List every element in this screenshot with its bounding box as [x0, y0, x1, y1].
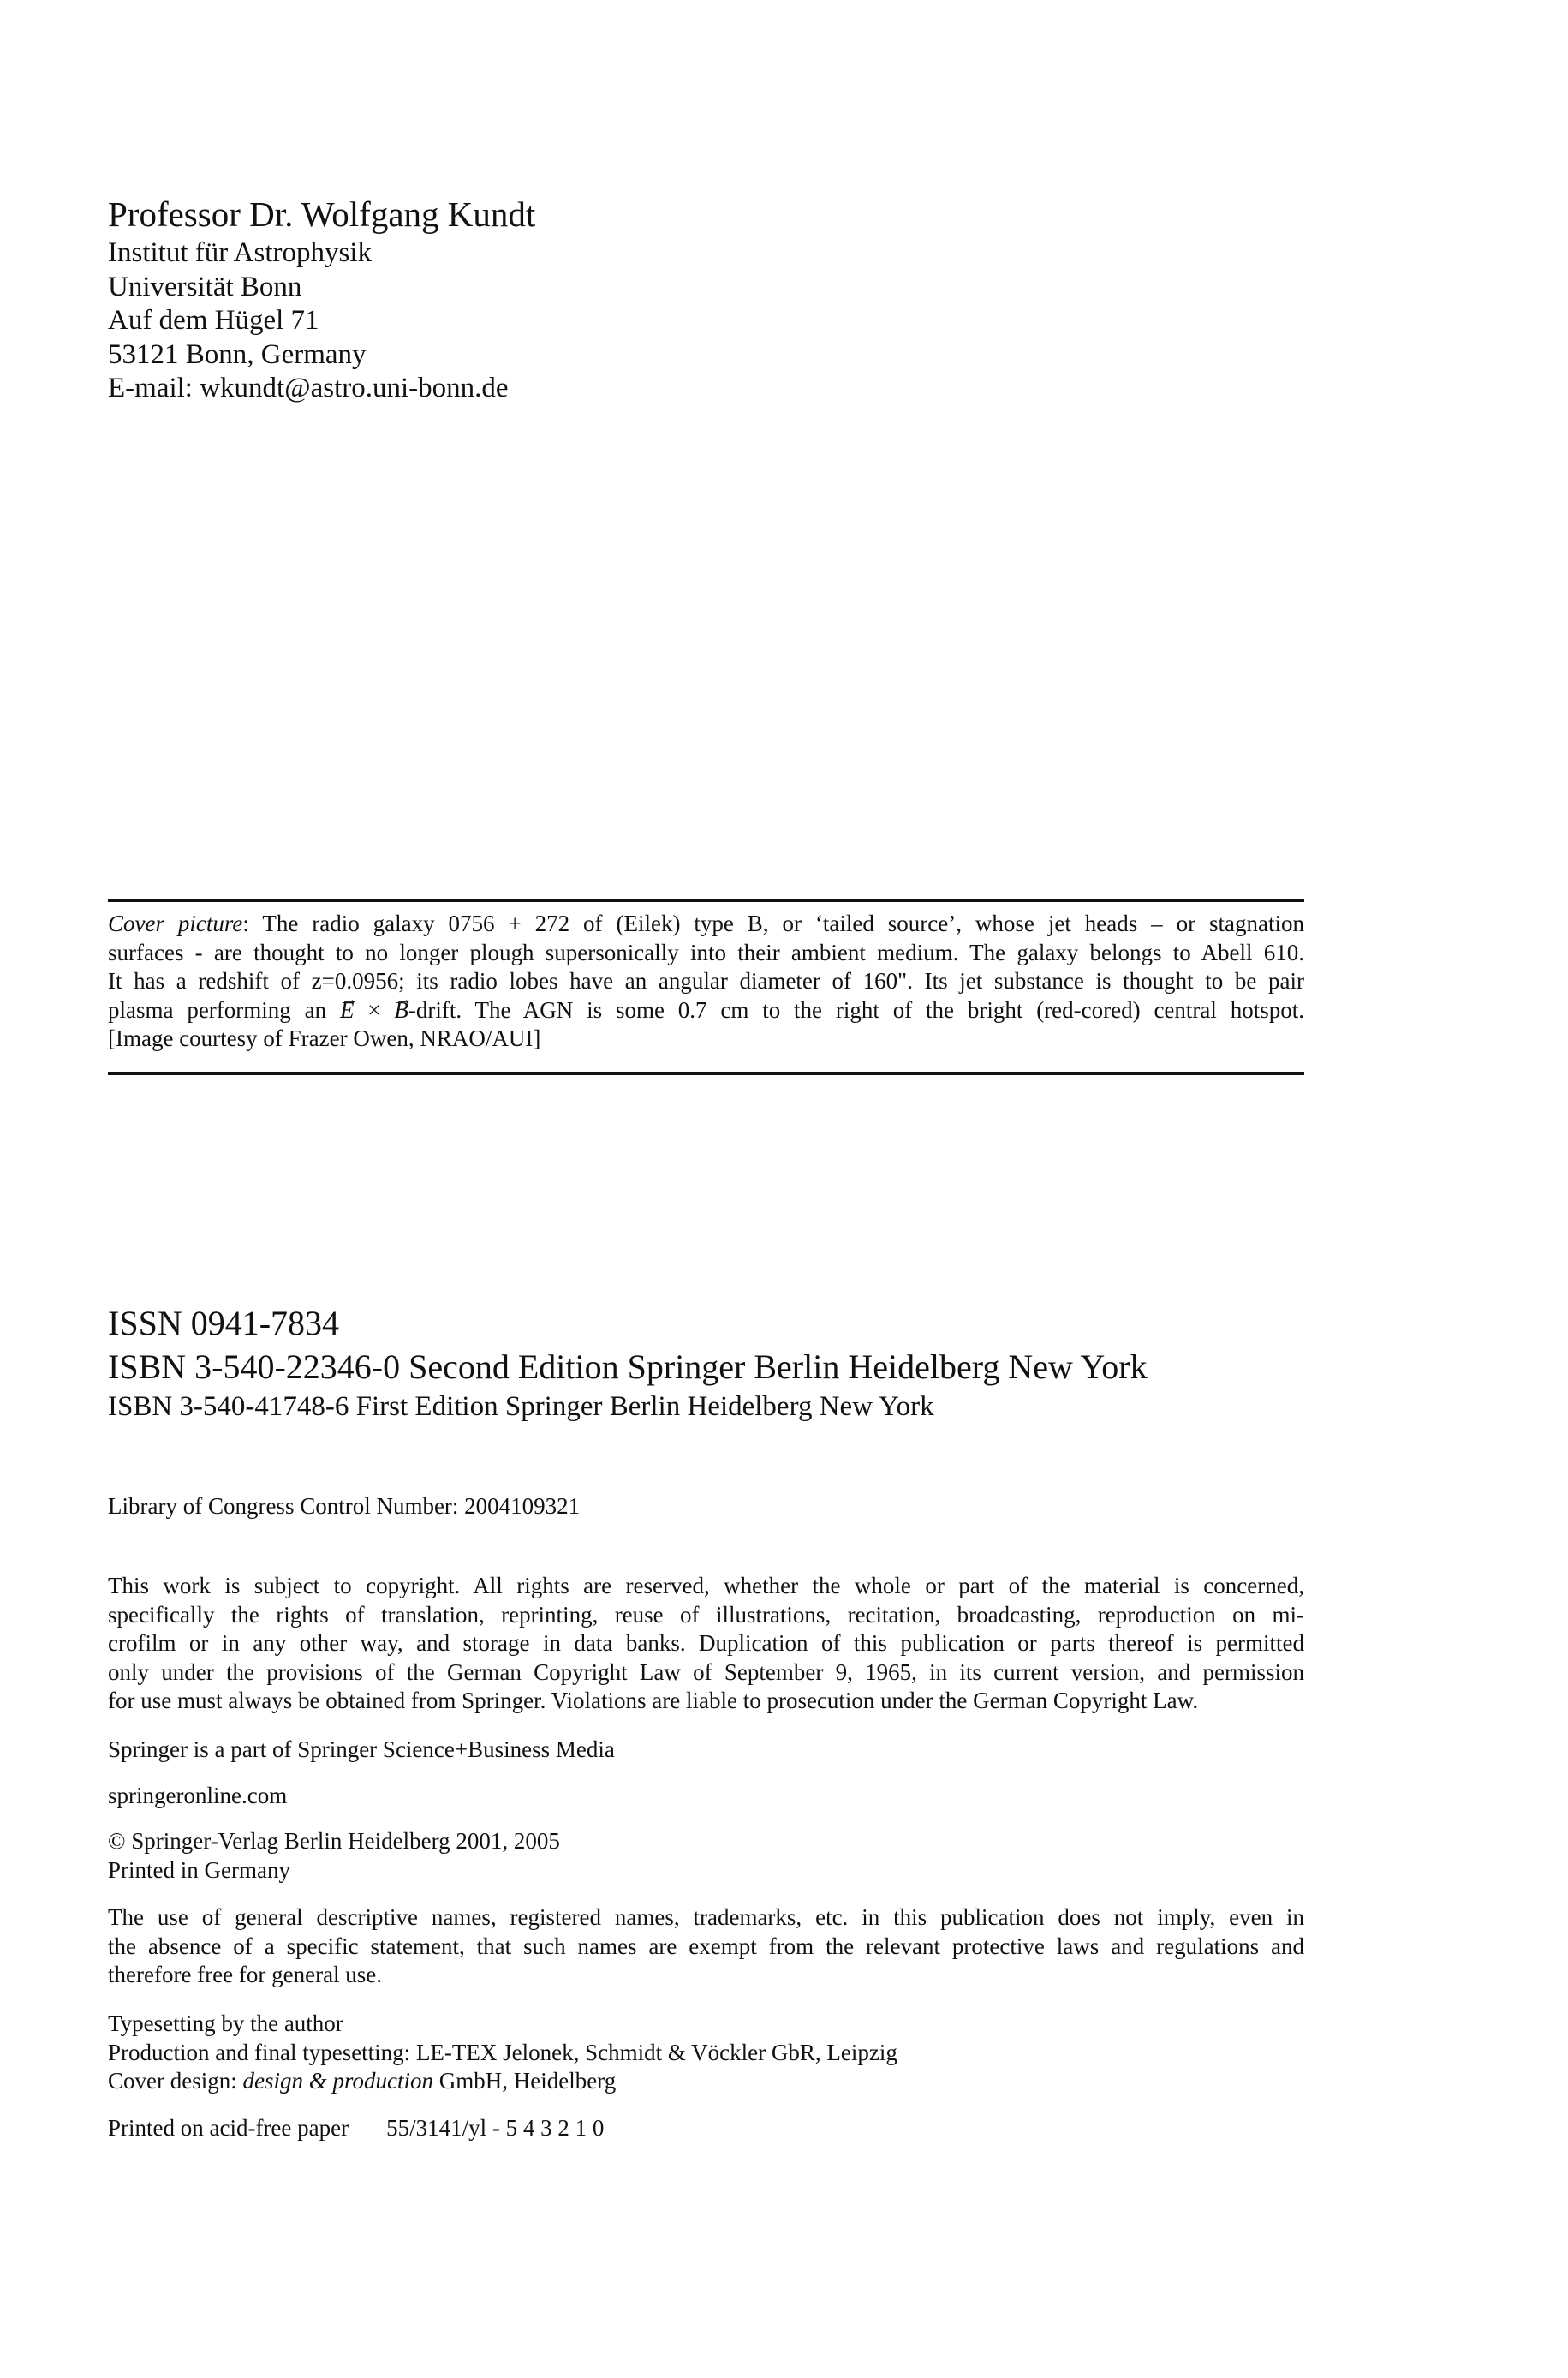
vector-e: → E	[340, 996, 355, 1025]
isbn-first-edition: ISBN 3-540-41748-6 First Edition Springer Berlin Heidelberg New York	[108, 1391, 934, 1422]
caption-line: plasma performing an → E × → B-drift. The AGN is some 0.7 cm to the right of the bright (red-cored) central hotspot.	[108, 996, 1304, 1025]
typesetting-credits	[108, 2010, 1307, 2096]
address-line: 53121 Bonn, Germany	[108, 338, 367, 370]
notice-line: specifically the rights of translation, reprinting, reuse of illustrations, recitation, broadcasting, reproduction on mi-	[108, 1601, 1304, 1628]
issn: ISSN 0941-7834	[108, 1304, 340, 1342]
lccn: Library of Congress Control Number: 2004109321	[108, 1493, 581, 1519]
notice-line: the absence of a specific statement, that such names are exempt from the relevant protective laws and regulations and	[108, 1933, 1304, 1959]
copyright-notice	[108, 1572, 1304, 1716]
cover-picture-label: Cover picture	[108, 911, 243, 936]
notice-line: only under the provisions of the German Copyright Law of September 9, 1965, in its current version, and permission	[108, 1658, 1304, 1685]
author-address	[108, 192, 1307, 406]
notice-line: crofilm or in any other way, and storage in data banks. Duplication of this publication or parts thereof is permitted	[108, 1630, 1304, 1656]
copyright-line: © Springer-Verlag Berlin Heidelberg 2001, 2005	[108, 1828, 560, 1854]
isbn-second-edition: ISBN 3-540-22346-0 Second Edition Springer Berlin Heidelberg New York	[108, 1347, 1148, 1386]
notice-line: therefore free for general use.	[108, 1962, 383, 1987]
printed-in: Printed in Germany	[108, 1856, 290, 1883]
notice-line: This work is subject to copyright. All rights are reserved, whether the whole or part of the material is concerned,	[108, 1573, 1304, 1598]
identifiers	[108, 1301, 1307, 1425]
cover-caption-top-rule	[108, 899, 1304, 902]
publisher-website: springeronline.com	[108, 1783, 288, 1808]
springer-part: Springer is a part of Springer Science+Business Media	[108, 1736, 615, 1762]
publisher-copyright	[108, 1827, 1307, 1885]
cover-design-credit: Cover design: design & production GmbH, Heidelberg	[108, 2068, 617, 2094]
vector-b: → B	[394, 996, 408, 1025]
cover-caption-bottom-rule	[108, 1072, 1304, 1075]
notice-line: for use must always be obtained from Springer. Violations are liable to prosecution under the German Copyright Law.	[108, 1688, 1199, 1713]
caption-line: It has a redshift of z=0.0956; its radio lobes have an angular diameter of 160". Its jet substance is thought to be pair	[108, 968, 1304, 994]
caption-line: surfaces - are thought to no longer plough supersonically into their ambient medium. The galaxy belongs to Abell 610.	[108, 939, 1304, 965]
caption-line: Cover picture: The radio galaxy 0756 + 272 of (Eilek) type B, or ‘tailed source’, whose jet heads – or stagnation	[108, 911, 1304, 936]
trademark-notice	[108, 1903, 1304, 1990]
printing-info	[108, 2114, 1307, 2143]
production-credit: Production and final typesetting: LE-TEX Jelonek, Schmidt & Vöckler GbR, Leipzig	[108, 2039, 897, 2065]
typesetting-by: Typesetting by the author	[108, 2011, 343, 2036]
address-line: Institut für Astrophysik	[108, 237, 373, 268]
author-email: E-mail: wkundt@astro.uni-bonn.de	[108, 373, 509, 403]
notice-line: The use of general descriptive names, registered names, trademarks, etc. in this publication does not imply, even in	[108, 1904, 1304, 1930]
address-line: Universität Bonn	[108, 271, 302, 302]
author-name: Professor Dr. Wolfgang Kundt	[108, 194, 536, 234]
paper-note: Printed on acid-free paper	[108, 2115, 349, 2141]
address-line: Auf dem Hügel 71	[108, 305, 319, 336]
cover-picture-caption	[108, 910, 1304, 1054]
print-code: 55/3141/yl - 5 4 3 2 1 0	[386, 2115, 605, 2141]
image-credit: [Image courtesy of Frazer Owen, NRAO/AUI]	[108, 1025, 541, 1051]
